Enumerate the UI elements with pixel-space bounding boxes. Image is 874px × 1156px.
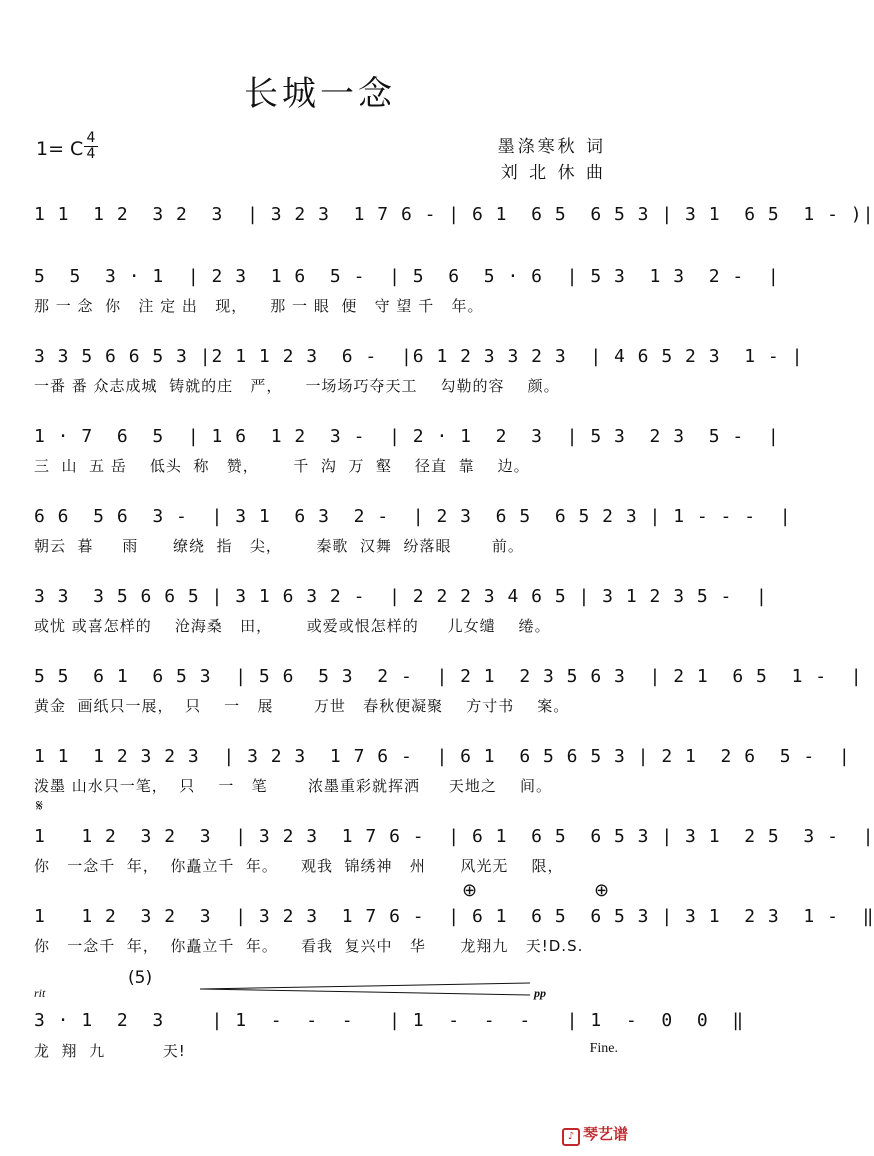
score-line: 3 3 5 6 6 5 3 |2 1 1 2 3 6 - |6 1 2 3 3 2 3 | 4 6 5 2 3 1 - | (34, 346, 804, 367)
lyric-line: 那 一 念 你 注 定 出 现， 那 一 眼 便 守 望 千 年。 (34, 297, 484, 315)
rit-mark: rit (34, 986, 46, 1000)
song-title: 长城一念 (244, 74, 396, 114)
lyric-line: 朝云 暮 雨 缭绕 指 尖， 秦歌 汉舞 纷落眼 前。 (34, 537, 524, 555)
time-signature-bottom: 4 (84, 146, 98, 162)
lyric-line: 三 山 五 岳 低头 称 赞， 千 沟 万 壑 径直 靠 边。 (34, 457, 530, 475)
score-line: 5 5 6 1 6 5 3 | 5 6 5 3 2 - | 2 1 2 3 5 6 3 | 2 1 6 5 1 - | (34, 666, 863, 687)
score-line: 1 1 1 2 3 2 3 | 3 2 3 1 7 6 - | 6 1 6 5 6 5 3 | 3 1 6 5 1 - )| (34, 204, 874, 225)
score-line: 1 · 7 6 5 | 1 6 1 2 3 - | 2 · 1 2 3 | 5 3 2 3 5 - | (34, 426, 780, 447)
score-line: 1 1 1 2 3 2 3 | 3 2 3 1 7 6 - | 6 1 6 5 6 5 3 | 2 1 2 6 5 - | (34, 746, 851, 767)
segno-icon: 𝄋 (36, 796, 43, 815)
lyric-line: 或忧 或喜怎样的 沧海桑 田， 或爱或恨怎样的 儿女缱 绻。 (34, 617, 551, 635)
pp-mark: pp (534, 986, 546, 1000)
composer-credit: 刘 北 休 曲 (500, 163, 606, 183)
watermark-text: 琴艺谱 (582, 1125, 628, 1143)
coda-icon: ⊕ (462, 880, 478, 901)
lyric-line: 一番 番 众志成城 铸就的庄 严， 一场场巧夺天工 勾勒的容 颜。 (34, 377, 560, 395)
lyric-line: 你 一念千 年， 你矗立千 年。 观我 锦绣神 州 风光无 限， (34, 857, 564, 875)
score-line: 1 1 2 3 2 3 | 3 2 3 1 7 6 - | 6 1 6 5 6 5 3 | 3 1 2 3 1 - ‖ (34, 906, 874, 927)
lyric-line: 龙 翔 九 天! (34, 1042, 186, 1060)
score-line: 5 5 3 · 1 | 2 3 1 6 5 - | 5 6 5 · 6 | 5 3 1 3 2 - | (34, 266, 780, 287)
watermark-logo (562, 1123, 628, 1146)
key-signature: 1= C (36, 138, 84, 160)
score-line: 1 1 2 3 2 3 | 3 2 3 1 7 6 - | 6 1 6 5 6 5 3 | 3 1 2 5 3 - | (34, 826, 874, 847)
fine-mark: Fine. (589, 1041, 618, 1056)
coda-icon: ⊕ (594, 880, 610, 901)
time-signature (84, 131, 98, 162)
lyric-line: 你 一念千 年， 你矗立千 年。 看我 复兴中 华 龙翔九 天!D.S. (34, 937, 584, 955)
score-line: 3 3 3 5 6 6 5 | 3 1 6 3 2 - | 2 2 2 3 4 6 5 | 3 1 2 3 5 - | (34, 586, 768, 607)
bracket-mark: (5) (128, 968, 153, 988)
score-line: 3 · 1 2 3 | 1 - - - | 1 - - - | 1 - 0 0 ‖ (34, 1010, 745, 1031)
time-signature-top: 4 (86, 130, 96, 146)
lyricist-credit: 墨涤寒秋 词 (497, 137, 606, 157)
score-line: 6 6 5 6 3 - | 3 1 6 3 2 - | 2 3 6 5 6 5 2 3 | 1 - - - | (34, 506, 792, 527)
decrescendo-hairpin (200, 982, 530, 996)
logo-icon: ♪ (562, 1128, 580, 1146)
lyric-line: 黄金 画纸只一展， 只 一 展 万世 春秋便凝聚 方寸书 案。 (34, 697, 570, 715)
lyric-line: 泼墨 山水只一笔， 只 一 笔 浓墨重彩就挥洒 天地之 间。 (34, 777, 552, 795)
